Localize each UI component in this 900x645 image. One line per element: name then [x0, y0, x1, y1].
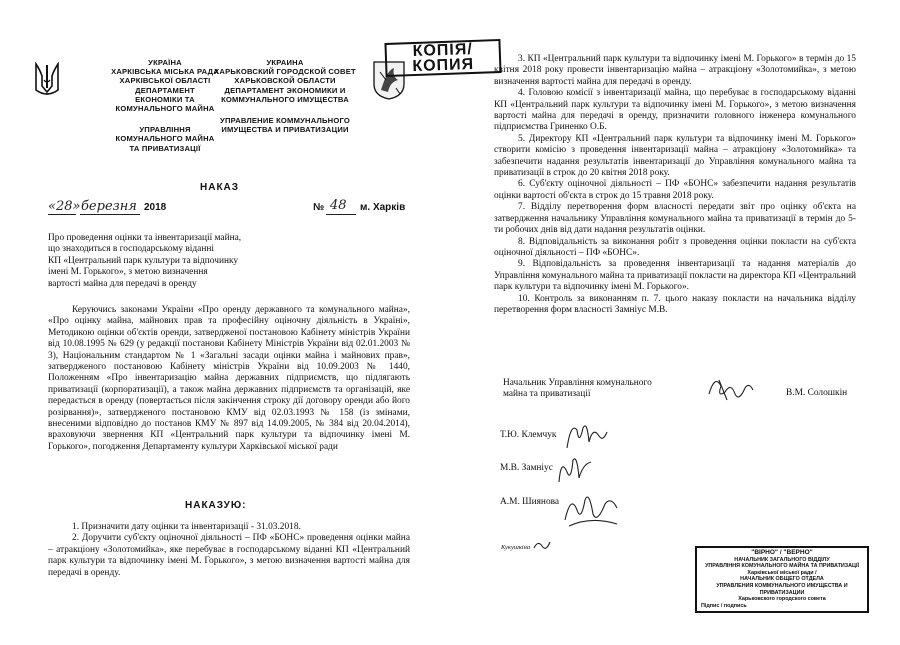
header-left-line: ХАРКІВСЬКА МІСЬКА РАДА [111, 67, 219, 77]
order-date-year: 2018 [144, 202, 167, 213]
copy-stamp-line: КОПІЯ/ [412, 40, 474, 61]
order-item: 9. Відповідальність за проведення інвентаризації та надання матеріалів до Управління комунального майна та приватизації покласти на директора КП «Центральний парк культури та відпочинку імені М. Горького». [494, 259, 856, 293]
stamp-line: Харківської міської ради / [747, 569, 817, 576]
header-right-sub: УПРАВЛЕНИЕ КОММУНАЛЬНОГО [220, 116, 350, 126]
order-item: 1. Призначити дату оцінки та інвентаризації - 31.03.2018. [72, 522, 301, 532]
header-left-line: ХАРКІВСЬКОЇ ОБЛАСТІ [119, 76, 211, 86]
order-item: 6. Суб'єкту оціночної діяльності – ПФ «БОНС» забезпечити надання результатів оцінки вартості об'єкта в строк до 15 травня 2018 року. [494, 179, 856, 201]
stamp-line: "ВІРНО" / "ВЕРНО" [751, 549, 813, 556]
stamp-line: Підпис / подпись [701, 602, 747, 609]
order-number: 48 [330, 198, 347, 213]
stamp-line: УПРАВЛІННЯ КОМУНАЛЬНОГО МАЙНА ТА ПРИВАТИЗАЦІЇ [705, 563, 859, 570]
order-item: 4. Головою комісії з інвентаризації майна, що перебуває в господарському віданні КП «Центральний парк культури та відпочинку імені М. Горького», з метою визначення вартості майна для передачі в оренду, призначити головного інженера комунального підприємства Гриненко О.Б. [494, 88, 856, 133]
approval-signature [561, 486, 621, 528]
order-date-day: «28» [48, 199, 81, 214]
order-date-line [48, 198, 448, 218]
preamble [48, 305, 410, 453]
stamp-line: НАЧАЛЬНИК ЗАГАЛЬНОГО ВІДДІЛУ [734, 556, 830, 563]
header-right-line: УКРАИНА [266, 58, 304, 67]
nakazuyu-heading: НАКАЗУЮ: [185, 500, 247, 511]
order-number-prefix: № [313, 202, 325, 213]
order-item: 8. Відповідальність за виконання робіт з проведення оцінки покласти на суб'єкта оціночної діяльності – ПФ «БОНС». [494, 236, 856, 258]
order-subject [48, 233, 348, 290]
preamble-text: Керуючись законами України «Про оренду державного та комунального майна», «Про оцінку майна, майнових прав та професійну оціночну діяльність в Україні», Методикою оцінки об'єктів оренди, затвердженої постановою Кабінету міністрів України від 10.08.1995 № 629 (у редакції постанови Кабінету Міністрів України від 02.01.2003 № 3), Національним стандартом № 1 «Загальні засади оцінки майна і майнових прав», затвердженого постановою Кабінету міністрів України від 10.09.2003 № 1440, Положенням «Про інвентаризацію майна державних підприємств, що підлягають приватизації (корпоратизації), а також майна державних підприємств та організацій, яке передається в оренду (повертається після закінчення строку дії договору оренди або його розірвання)», затвердженого постановою КМУ від 02.03.1993 № 158 (із змінами, внесеними відповідно до постанов КМУ № 897 від 14.09.2005, № 384 від 20.04.2014), враховуючи звернення КП «Центральний парк культури та відпочинку імені М. Горького», погодження Департаменту культури Харківської міської ради [48, 305, 410, 452]
approval-signature [563, 418, 609, 454]
certification-stamp [695, 546, 869, 613]
items-right [494, 54, 856, 316]
approval-name: А.М. Шиянова [500, 497, 560, 507]
order-city: м. Харків [360, 202, 406, 213]
header-left-sub: УПРАВЛІННЯ [139, 125, 191, 135]
header-left-line: УКРАЇНА [148, 58, 182, 67]
header-right-line: КОММУНАЛЬНОГО ИМУЩЕСТВА [221, 94, 349, 104]
order-subject-line: Про проведення оцінки та інвентаризації майна, [48, 233, 242, 243]
order-item: 5. Директору КП «Центральний парк культури та відпочинку імені М. Горького» створити комісію з проведення інвентаризації майна – атракціону «Золотомийка» та забезпечити надання результатів інвентаризації до Управління комунального майна та приватизації в строк до 20 квітня 2018 року. [494, 133, 856, 179]
order-subject-line: що знаходиться в господарському віданні [48, 244, 214, 255]
items-left [48, 522, 410, 579]
approval-signature [555, 452, 595, 486]
header-left-line: ДЕПАРТАМЕНТ [135, 85, 195, 95]
header-left-line: КОМУНАЛЬНОГО МАЙНА [115, 104, 215, 114]
approval-name: М.В. Замніус [500, 463, 553, 473]
header-left-sub: ТА ПРИВАТИЗАЦІЇ [129, 143, 201, 153]
header-left-line: ЕКОНОМІКИ ТА [135, 94, 195, 104]
order-item: 10. Контроль за виконанням п. 7. цього наказу покласти на начальника відділу перетворення форм власності Замніус М.В. [494, 293, 856, 315]
stamp-line: Харьковского городского совета [738, 596, 826, 603]
header-right-line: ХАРЬКОВСКИЙ ГОРОДСКОЙ СОВЕТ [214, 67, 356, 77]
order-date-month: березня [81, 199, 137, 214]
executor-signature [532, 538, 552, 552]
signatory-title-line: Начальник Управління комунального [503, 378, 652, 388]
stamp-line: НАЧАЛЬНИК ОБЩЕГО ОТДЕЛА [740, 576, 824, 583]
header-right-line: ХАРЬКОВСКОЙ ОБЛАСТИ [234, 76, 336, 86]
signatory-name: В.М. Солошкін [786, 388, 848, 398]
approval-name: Т.Ю. Клемчук [500, 430, 557, 440]
order-item: 2. Доручити суб'єкту оціночної діяльності – ПФ «БОНС» проведення оцінки майна – атракціону «Золотомийка», яке перебуває в господарському віданні КП «Центральний парк культури та відпочинку імені М. Горького», з метою визначення вартості майна для передачі в оренду. [48, 533, 410, 578]
order-item: 7. Відділу перетворення форм власності передати звіт про оцінку об'єкта на затвердження начальнику Управління комунального майна та приватизації в термін до 5-ти робочих днів від дати надання результатів оцінки. [494, 202, 856, 236]
header-right-sub: ИМУЩЕСТВА И ПРИВАТИЗАЦИИ [221, 125, 349, 135]
signature-mark [705, 372, 757, 406]
header-right-line: ДЕПАРТАМЕНТ ЭКОНОМИКИ И [224, 85, 346, 95]
signatory-title-line: майна та приватизації [503, 389, 591, 400]
order-subject-line: імені М. Горького», з метою визначення [48, 267, 208, 278]
order-item: 3. КП «Центральний парк культури та відпочинку імені М. Горького» в термін до 15 квітня 2018 року провести інвентаризацію майна – атракціону «Золотомийка», з метою визначення вартості майна для передачі в оренду. [494, 54, 856, 87]
copy-stamp-line: КОПИЯ [412, 55, 475, 76]
header-right [200, 58, 370, 134]
order-subject-line: вартості майна для передачі в оренду [48, 278, 197, 289]
order-subject-line: КП «Центральний парк культури та відпочинку [48, 255, 239, 266]
copy-stamp [384, 39, 501, 77]
trident-icon [34, 62, 60, 98]
executor-name: Кукушкіна [501, 544, 531, 551]
stamp-line: УПРАВЛЕНИЯ КОММУНАЛЬНОГО ИМУЩЕСТВА И ПРИВАТИЗАЦИИ [716, 582, 848, 596]
order-title: НАКАЗ [200, 182, 240, 193]
header-left-sub: КОМУНАЛЬНОГО МАЙНА [115, 134, 215, 144]
